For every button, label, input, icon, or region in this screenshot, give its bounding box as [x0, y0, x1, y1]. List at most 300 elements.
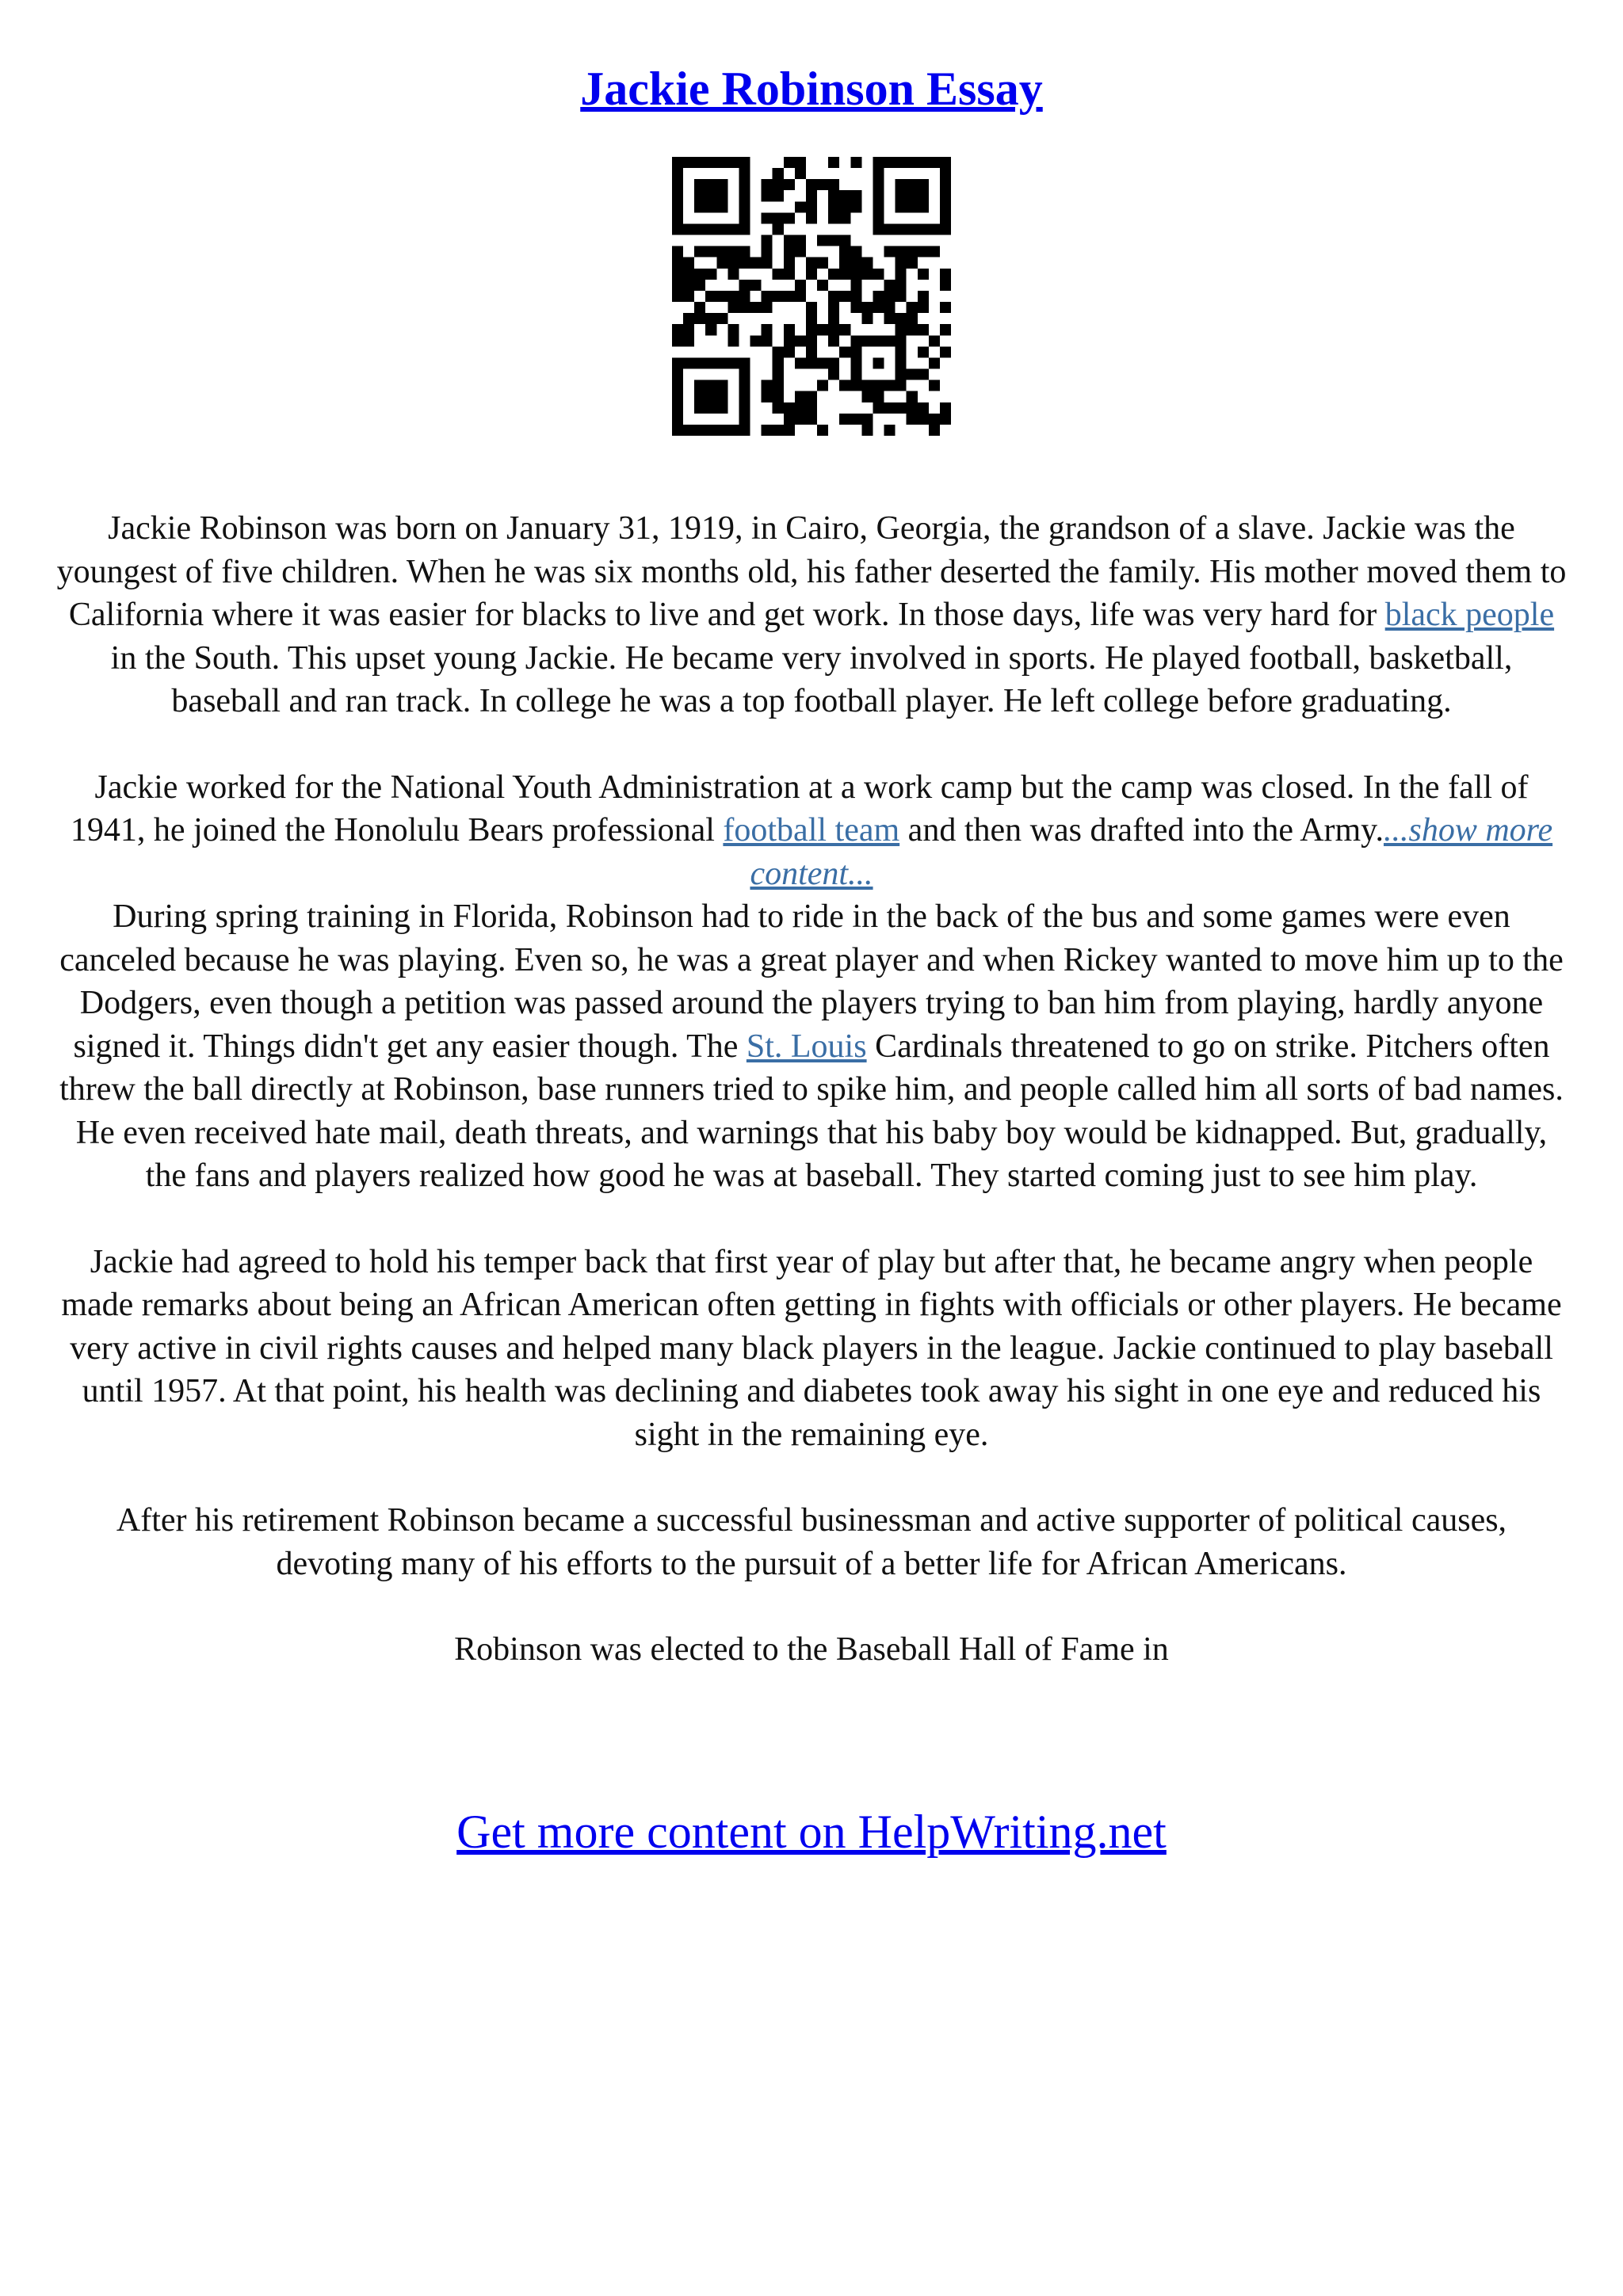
qr-module — [762, 190, 773, 201]
qr-module — [683, 280, 694, 291]
qr-module — [940, 302, 951, 313]
qr-module — [716, 425, 727, 436]
qr-module — [762, 291, 773, 302]
qr-module — [817, 235, 828, 246]
qr-module — [850, 357, 861, 368]
qr-module — [873, 291, 884, 302]
qr-module — [918, 402, 929, 414]
qr-module — [773, 402, 784, 414]
qr-module — [705, 157, 716, 168]
paragraph-text: Jackie Robinson was born on January 31, 1919, in Cairo, Georgia, the grandson of a slave. Jackie was the youngest of five children. When he was six months old, his father deserted the family. His mother moved them to California where it was easier for blacks to live and get work. In those days, life was very hard for — [56, 510, 1567, 633]
qr-module — [861, 380, 873, 391]
qr-module — [929, 157, 940, 168]
qr-module — [918, 269, 929, 280]
qr-module — [861, 391, 873, 402]
qr-module — [727, 302, 739, 313]
qr-module — [762, 179, 773, 190]
qr-module — [694, 269, 705, 280]
qr-module — [727, 425, 739, 436]
qr-module — [694, 190, 705, 201]
qr-module — [873, 201, 884, 212]
qr-module — [873, 302, 884, 313]
qr-module — [672, 357, 683, 368]
qr-module — [716, 246, 727, 257]
qr-module — [918, 346, 929, 357]
qr-module — [773, 369, 784, 380]
qr-module — [705, 357, 716, 368]
qr-module — [817, 257, 828, 269]
qr-module — [739, 168, 750, 179]
qr-module — [705, 324, 716, 335]
qr-module — [727, 335, 739, 346]
qr-module — [672, 157, 683, 168]
qr-module — [828, 313, 839, 324]
qr-module — [705, 380, 716, 391]
qr-module — [694, 380, 705, 391]
qr-module — [884, 425, 896, 436]
qr-module — [861, 302, 873, 313]
qr-module — [705, 391, 716, 402]
qr-module — [907, 402, 918, 414]
qr-module — [806, 414, 817, 425]
qr-module — [784, 212, 795, 223]
qr-module — [806, 201, 817, 212]
paragraph-text: in the South. This upset young Jackie. He became very involved in sports. He played football, basketball, baseball and ran track. In college he was a top football player. He left college before graduating. — [110, 639, 1513, 719]
qr-module — [672, 257, 683, 269]
qr-module — [683, 257, 694, 269]
qr-module — [884, 335, 896, 346]
qr-module — [683, 291, 694, 302]
qr-module — [806, 391, 817, 402]
qr-module — [850, 257, 861, 269]
qr-module — [850, 302, 861, 313]
qr-module — [896, 257, 907, 269]
qr-module — [861, 257, 873, 269]
qr-module — [817, 324, 828, 335]
qr-module — [907, 257, 918, 269]
qr-module — [705, 291, 716, 302]
qr-module — [884, 157, 896, 168]
qr-module — [694, 201, 705, 212]
qr-module — [918, 246, 929, 257]
qr-module — [918, 369, 929, 380]
qr-module — [918, 201, 929, 212]
title-link[interactable]: Jackie Robinson Essay — [580, 63, 1043, 115]
qr-module — [716, 402, 727, 414]
qr-module — [907, 324, 918, 335]
qr-module — [907, 369, 918, 380]
qr-module — [907, 414, 918, 425]
qr-module — [683, 324, 694, 335]
qr-module — [784, 157, 795, 168]
qr-module — [896, 346, 907, 357]
qr-module — [672, 223, 683, 235]
qr-module — [683, 223, 694, 235]
essay-body — [55, 507, 1568, 1714]
qr-module — [861, 313, 873, 324]
qr-module — [727, 269, 739, 280]
qr-module — [873, 223, 884, 235]
qr-module — [907, 157, 918, 168]
paragraph-text: Jackie worked for the National Youth Administration at a work camp but the camp was closed. In the fall of 1941, he joined the Honolulu Bears professional — [70, 769, 1529, 849]
qr-module — [773, 212, 784, 223]
page-title — [0, 57, 1623, 120]
qr-module — [850, 335, 861, 346]
qr-module — [873, 168, 884, 179]
qr-module — [795, 291, 806, 302]
qr-module — [896, 369, 907, 380]
qr-module — [884, 291, 896, 302]
qr-module — [672, 246, 683, 257]
qr-module — [839, 246, 850, 257]
qr-module — [795, 391, 806, 402]
qr-module — [716, 179, 727, 190]
qr-module — [940, 402, 951, 414]
qr-module — [795, 280, 806, 291]
qr-module — [672, 391, 683, 402]
qr-module — [918, 157, 929, 168]
qr-module — [940, 212, 951, 223]
qr-module — [716, 157, 727, 168]
qr-module — [806, 313, 817, 324]
qr-module — [828, 357, 839, 368]
qr-module — [773, 223, 784, 235]
football-team-link[interactable]: football team — [723, 812, 900, 849]
qr-module — [850, 246, 861, 257]
qr-module — [918, 190, 929, 201]
qr-module — [896, 157, 907, 168]
qr-module — [784, 246, 795, 257]
qr-module — [896, 201, 907, 212]
get-more-content-link[interactable]: Get more content on HelpWriting.net — [456, 1806, 1167, 1858]
qr-module — [716, 291, 727, 302]
qr-module — [806, 335, 817, 346]
qr-module — [750, 335, 762, 346]
qr-module — [739, 414, 750, 425]
qr-module — [873, 157, 884, 168]
qr-module — [750, 302, 762, 313]
qr-module — [918, 324, 929, 335]
qr-module — [672, 335, 683, 346]
qr-module — [739, 302, 750, 313]
qr-module — [750, 257, 762, 269]
qr-module — [817, 357, 828, 368]
qr-module — [694, 280, 705, 291]
qr-module — [929, 223, 940, 235]
qr-module — [873, 335, 884, 346]
qr-module — [873, 269, 884, 280]
qr-module — [806, 324, 817, 335]
qr-module — [873, 391, 884, 402]
qr-module — [694, 302, 705, 313]
qr-module — [896, 324, 907, 335]
qr-module — [817, 179, 828, 190]
qr-module — [727, 157, 739, 168]
qr-module — [884, 223, 896, 235]
qr-module — [694, 223, 705, 235]
qr-module — [861, 414, 873, 425]
qr-module — [739, 380, 750, 391]
qr-module — [929, 425, 940, 436]
qr-module — [828, 212, 839, 223]
qr-module — [705, 425, 716, 436]
qr-module — [762, 235, 773, 246]
qr-module — [839, 380, 850, 391]
qr-module — [773, 168, 784, 179]
qr-module — [739, 179, 750, 190]
qr-module — [705, 313, 716, 324]
qr-module — [672, 190, 683, 201]
qr-module — [929, 357, 940, 368]
qr-module — [672, 402, 683, 414]
qr-module — [929, 335, 940, 346]
qr-module — [784, 235, 795, 246]
qr-module — [884, 302, 896, 313]
qr-module — [918, 302, 929, 313]
qr-module — [773, 425, 784, 436]
qr-module — [839, 291, 850, 302]
qr-module — [806, 302, 817, 313]
qr-module — [705, 201, 716, 212]
qr-module — [896, 179, 907, 190]
qr-module — [795, 402, 806, 414]
qr-module — [795, 168, 806, 179]
paragraph-2 — [55, 766, 1568, 896]
qr-module — [762, 212, 773, 223]
qr-module — [762, 257, 773, 269]
qr-module — [762, 302, 773, 313]
qr-module — [828, 369, 839, 380]
qr-module — [672, 201, 683, 212]
qr-module — [940, 324, 951, 335]
qr-module — [861, 269, 873, 280]
qr-module — [940, 168, 951, 179]
qr-module — [929, 414, 940, 425]
qr-module — [784, 324, 795, 335]
qr-module — [940, 280, 951, 291]
qr-module — [672, 324, 683, 335]
qr-module — [806, 212, 817, 223]
paragraph-text: and then was drafted into the Army. — [899, 812, 1384, 849]
qr-module — [907, 201, 918, 212]
qr-module — [694, 313, 705, 324]
qr-module — [694, 179, 705, 190]
qr-module — [839, 257, 850, 269]
qr-module — [773, 357, 784, 368]
qr-module — [907, 246, 918, 257]
qr-module — [896, 190, 907, 201]
qr-module — [716, 391, 727, 402]
qr-module — [773, 391, 784, 402]
qr-module — [739, 357, 750, 368]
qr-module — [683, 157, 694, 168]
qr-module — [940, 179, 951, 190]
qr-module — [828, 235, 839, 246]
qr-module — [739, 223, 750, 235]
qr-module — [705, 269, 716, 280]
qr-module — [739, 246, 750, 257]
qr-module — [750, 280, 762, 291]
qr-module — [672, 269, 683, 280]
st-louis-link[interactable]: St. Louis — [746, 1028, 867, 1065]
qr-module — [727, 324, 739, 335]
qr-module — [850, 291, 861, 302]
qr-module — [940, 223, 951, 235]
qr-module — [762, 425, 773, 436]
qr-module — [739, 201, 750, 212]
qr-module — [940, 346, 951, 357]
qr-module — [784, 402, 795, 414]
qr-module — [694, 246, 705, 257]
qr-module — [929, 246, 940, 257]
qr-module — [727, 257, 739, 269]
qr-module — [850, 201, 861, 212]
qr-module — [739, 212, 750, 223]
qr-module — [907, 223, 918, 235]
qr-module — [672, 380, 683, 391]
qr-module — [762, 324, 773, 335]
qr-module — [716, 223, 727, 235]
qr-module — [806, 269, 817, 280]
qr-module — [896, 357, 907, 368]
qr-module — [727, 246, 739, 257]
qr-module — [773, 269, 784, 280]
qr-module — [828, 179, 839, 190]
qr-module — [672, 179, 683, 190]
qr-module — [672, 168, 683, 179]
qr-module — [784, 346, 795, 357]
qr-module — [672, 280, 683, 291]
qr-module — [839, 235, 850, 246]
qr-module — [795, 335, 806, 346]
qr-module — [773, 380, 784, 391]
qr-module — [716, 380, 727, 391]
qr-module — [806, 190, 817, 201]
qr-module — [828, 324, 839, 335]
qr-module — [739, 369, 750, 380]
qr-module — [839, 201, 850, 212]
qr-module — [694, 425, 705, 436]
qr-module — [839, 212, 850, 223]
qr-module — [873, 212, 884, 223]
qr-module — [884, 313, 896, 324]
qr-module — [683, 269, 694, 280]
paragraph-1 — [55, 507, 1568, 723]
qr-module — [716, 357, 727, 368]
qr-module — [739, 291, 750, 302]
qr-module — [861, 425, 873, 436]
qr-module — [784, 257, 795, 269]
qr-module — [828, 190, 839, 201]
qr-module — [806, 346, 817, 357]
qr-module — [839, 414, 850, 425]
qr-module — [918, 291, 929, 302]
qr-module — [884, 246, 896, 257]
qr-module — [784, 291, 795, 302]
qr-module — [716, 190, 727, 201]
qr-module — [705, 223, 716, 235]
qr-module — [817, 425, 828, 436]
qr-module — [850, 269, 861, 280]
qr-module — [850, 380, 861, 391]
qr-module — [739, 402, 750, 414]
qr-module — [828, 302, 839, 313]
qr-module — [795, 157, 806, 168]
qr-module — [795, 201, 806, 212]
paragraph-4: Jackie had agreed to hold his temper back that first year of play but after that, he became angry when people made remarks about being an African American often getting in fights with officials or other players. He became very active in civil rights causes and helped many black players in the league. Jackie continued to play baseball until 1957. At that point, his health was declining and diabetes took away his sight in one eye and reduced his sight in the remaining eye. — [61, 1243, 1562, 1453]
qr-module — [727, 357, 739, 368]
qr-module — [907, 313, 918, 324]
qr-module — [773, 346, 784, 357]
qr-module — [795, 357, 806, 368]
qr-module — [683, 357, 694, 368]
qr-module — [940, 269, 951, 280]
qr-module — [739, 425, 750, 436]
qr-module — [896, 335, 907, 346]
qr-module — [716, 313, 727, 324]
qr-module — [683, 425, 694, 436]
qr-module — [850, 346, 861, 357]
qr-module — [716, 201, 727, 212]
qr-module — [839, 324, 850, 335]
qr-module — [694, 391, 705, 402]
cta-container — [0, 1800, 1623, 1863]
qr-module — [683, 335, 694, 346]
qr-module — [773, 179, 784, 190]
qr-module — [828, 157, 839, 168]
qr-module — [784, 414, 795, 425]
qr-module — [672, 425, 683, 436]
qr-module — [907, 179, 918, 190]
qr-module — [850, 157, 861, 168]
qr-module — [884, 280, 896, 291]
qr-module — [705, 246, 716, 257]
qr-module — [817, 380, 828, 391]
qr-module — [940, 190, 951, 201]
qr-module — [705, 402, 716, 414]
qr-module — [940, 201, 951, 212]
qr-module — [850, 190, 861, 201]
qr-module — [884, 380, 896, 391]
qr-module — [762, 391, 773, 402]
qr-module — [806, 357, 817, 368]
qr-module — [828, 269, 839, 280]
qr-module — [694, 402, 705, 414]
qr-module — [762, 380, 773, 391]
qr-module — [828, 335, 839, 346]
qr-module — [705, 190, 716, 201]
qr-module — [839, 190, 850, 201]
qr-module — [784, 269, 795, 280]
qr-module — [850, 280, 861, 291]
qr-module — [694, 157, 705, 168]
qr-module — [896, 280, 907, 291]
qr-module — [784, 335, 795, 346]
qr-module — [896, 269, 907, 280]
qr-code-icon — [672, 157, 951, 436]
black-people-link[interactable]: black people — [1384, 597, 1555, 633]
qr-module — [873, 357, 884, 368]
qr-module — [795, 235, 806, 246]
qr-module — [896, 380, 907, 391]
paragraph-5: After his retirement Robinson became a successful businessman and active supporter of political causes, devoting many of his efforts to the pursuit of a better life for African Americans. — [116, 1502, 1507, 1582]
qr-module — [727, 223, 739, 235]
paragraph-6: Robinson was elected to the Baseball Hall of Fame in — [454, 1631, 1169, 1668]
qr-module — [739, 257, 750, 269]
qr-module — [784, 425, 795, 436]
show-more-link[interactable]: ...show more content... — [750, 812, 1553, 892]
qr-module — [762, 246, 773, 257]
